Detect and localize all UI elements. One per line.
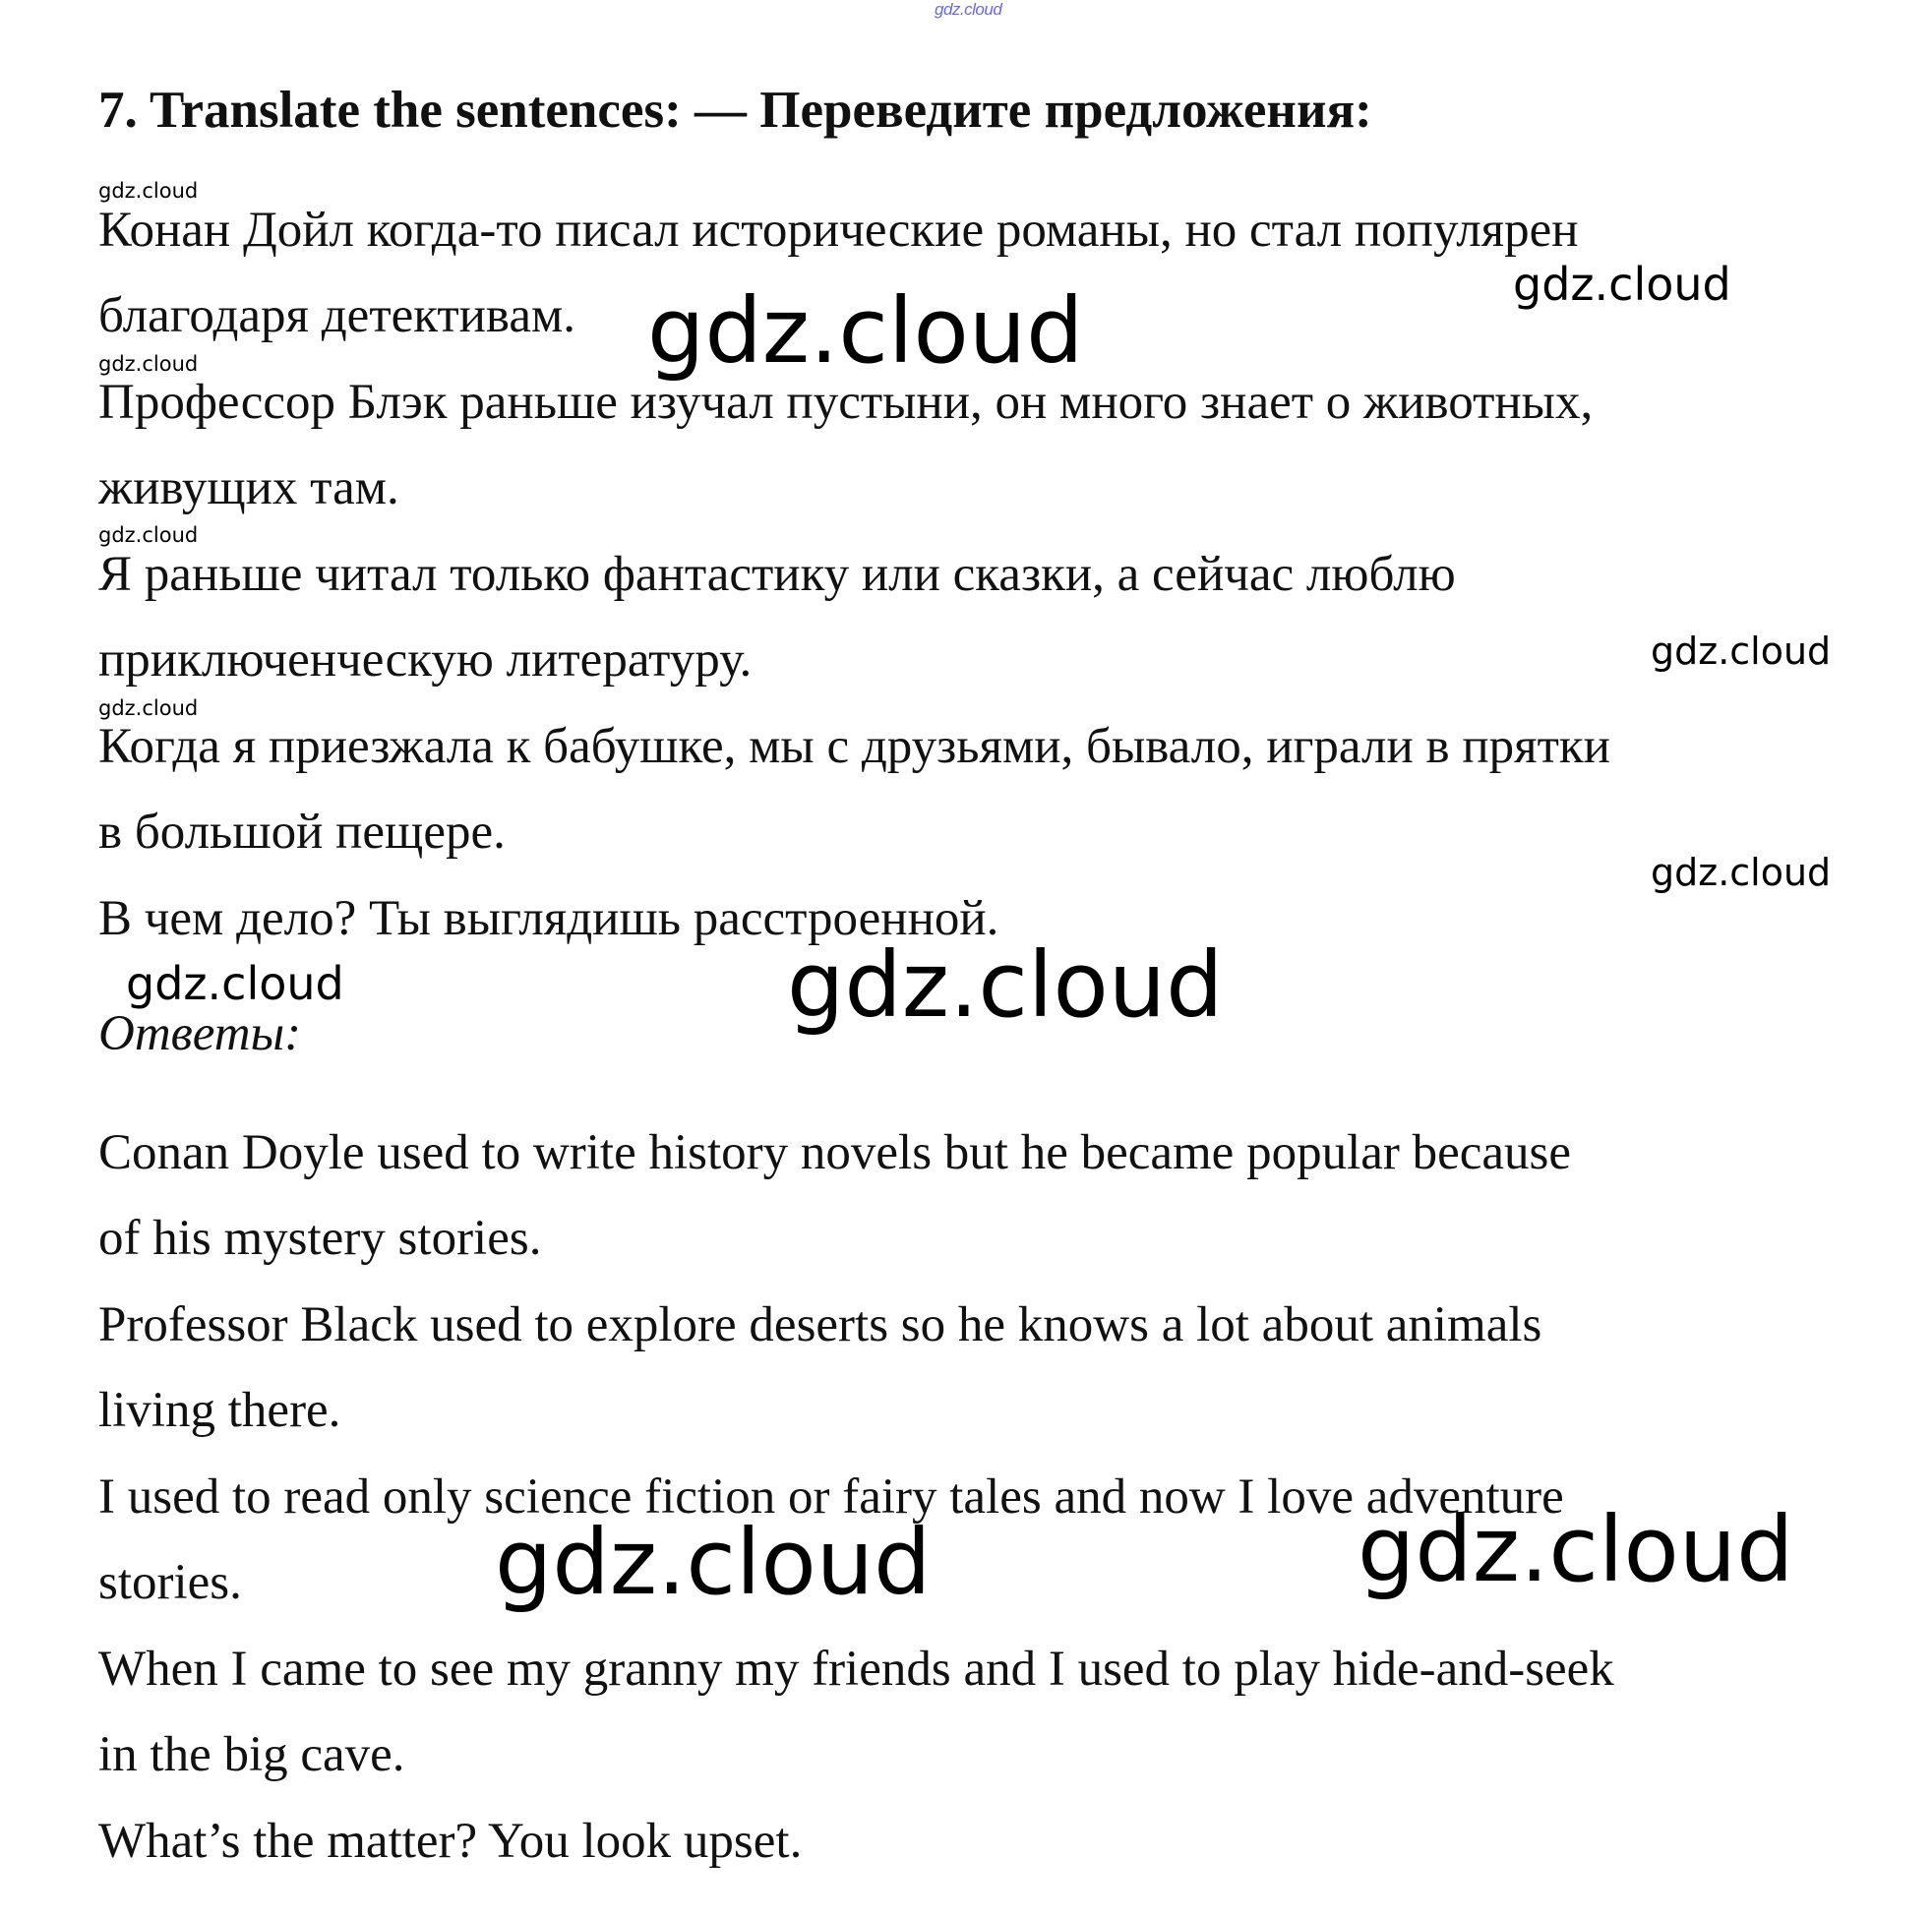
watermark: gdz.cloud	[495, 1510, 932, 1615]
watermark: gdz.cloud	[1651, 851, 1832, 894]
exercise-title: 7. Translate the sentences: — Переведите предложения:	[98, 82, 1372, 139]
watermark: gdz.cloud	[98, 352, 199, 376]
russian-line: Я раньше читал только фантастику или сказки, а сейчас люблю	[98, 547, 1456, 602]
russian-line: Профессор Блэк раньше изучал пустыни, он много знает о животных,	[98, 375, 1594, 430]
watermark: gdz.cloud	[1358, 1497, 1794, 1602]
watermark: gdz.cloud	[787, 932, 1224, 1038]
english-line: I used to read only science fiction or fairy tales and now I love adventure	[98, 1469, 1564, 1525]
english-line: What’s the matter? You look upset.	[98, 1814, 803, 1869]
russian-line: Когда я приезжала к бабушке, мы с друзьями, бывало, играли в прятки	[98, 719, 1610, 774]
watermark: gdz.cloud	[98, 523, 199, 547]
header-watermark: gdz.cloud	[935, 0, 1002, 19]
watermark: gdz.cloud	[1513, 258, 1731, 311]
english-line: Professor Black used to explore deserts so he knows a lot about animals	[98, 1297, 1542, 1352]
watermark: gdz.cloud	[1651, 629, 1832, 673]
english-line: When I came to see my granny my friends and I used to play hide-and-seek	[98, 1642, 1614, 1697]
english-line: stories.	[98, 1555, 242, 1610]
english-line: living there.	[98, 1383, 341, 1438]
russian-line: приключенческую литературу.	[98, 632, 753, 688]
russian-line: в большой пещере.	[98, 805, 506, 860]
russian-line: благодаря детективам.	[98, 288, 575, 343]
english-line: of his mystery stories.	[98, 1211, 542, 1266]
watermark: gdz.cloud	[126, 957, 344, 1010]
russian-line: Конан Дойл когда-то писал исторические романы, но стал популярен	[98, 203, 1579, 258]
answers-label: Ответы:	[98, 1006, 302, 1061]
watermark: gdz.cloud	[647, 278, 1084, 384]
russian-line: В чем дело? Ты выглядишь расстроенной.	[98, 891, 999, 946]
watermark: gdz.cloud	[98, 696, 199, 720]
russian-line: живущих там.	[98, 460, 399, 515]
english-line: Conan Doyle used to write history novels but he became popular because	[98, 1125, 1572, 1180]
english-line: in the big cave.	[98, 1727, 405, 1782]
watermark: gdz.cloud	[98, 179, 199, 203]
